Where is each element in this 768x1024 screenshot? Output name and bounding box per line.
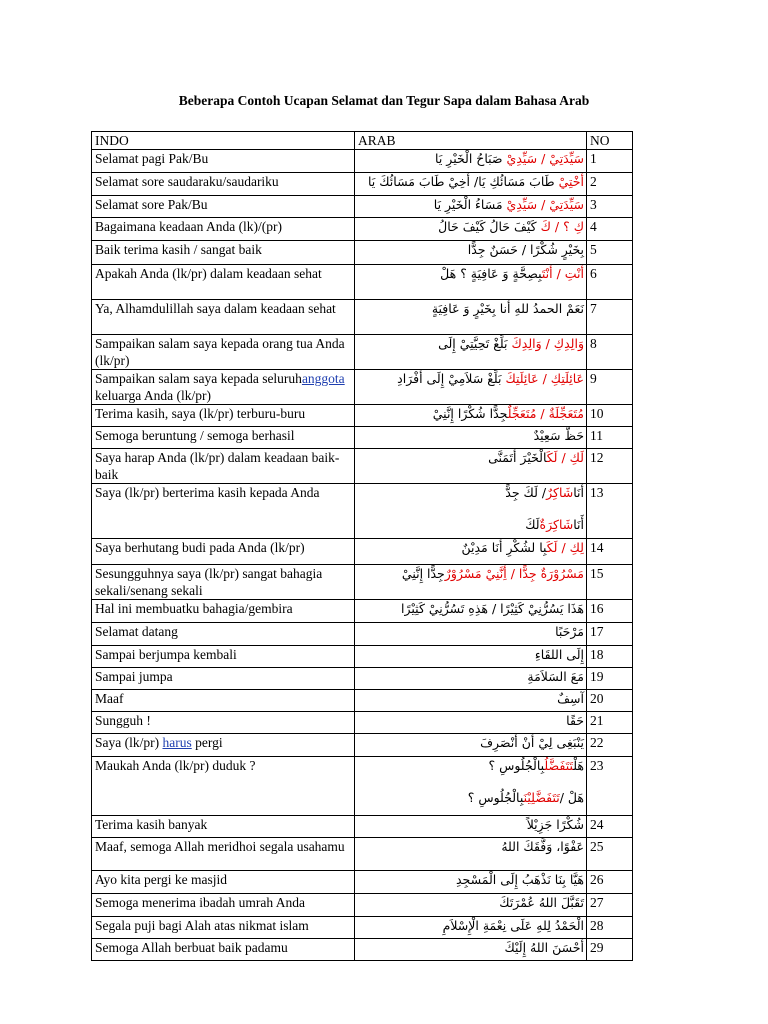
arab-text: نَعَمْ الحمدُ للهِ أنا بِخَيْرٍ وَ عَافِيَةٍ	[431, 301, 584, 316]
header-indo: INDO	[92, 132, 355, 150]
number-cell: 3	[587, 196, 633, 218]
indo-cell	[92, 734, 355, 757]
table-row	[92, 241, 633, 265]
arab-text: جِدًّا شُكْرًا إِنَّنِيْ	[432, 406, 508, 421]
indo-cell: Saya harap Anda (lk/pr) dalam keadaan baik-baik	[92, 449, 355, 484]
number-cell: 14	[587, 539, 633, 565]
arab-text: صَبَاحُ الْخَيْرِ يَا	[435, 151, 507, 166]
arab-text: هَذَا يَسُرُّنِيْ كَثِيْرًا / هَذِهِ تَسُرُّنِيْ كَثِيْرًا	[401, 601, 584, 616]
indo-cell	[92, 370, 355, 405]
table-row	[92, 173, 633, 196]
indo-cell: Bagaimana keadaan Anda (lk)/(pr)	[92, 218, 355, 241]
arab-text: لَكَ	[525, 517, 540, 532]
table-row	[92, 427, 633, 449]
table-row	[92, 370, 633, 405]
table-row	[92, 917, 633, 939]
number-cell: 25	[587, 838, 633, 871]
indo-cell: Sesungguhnya saya (lk/pr) sangat bahagia sekali/senang sekali	[92, 565, 355, 600]
arab-highlight: شَاكِرٌ	[546, 485, 574, 500]
arab-highlight: كِ ؟ / كَ	[540, 219, 584, 234]
page-title: Beberapa Contoh Ucapan Selamat dan Tegur Sapa dalam Bahasa Arab	[178, 93, 590, 108]
indo-cell: Segala puji bagi Alah atas nikmat islam	[92, 917, 355, 939]
arab-cell	[355, 196, 587, 218]
number-cell: 7	[587, 300, 633, 335]
arab-text: يَنْبَغِى لِيْ أَنْ أَنْصَرِفَ	[480, 735, 584, 750]
table-row	[92, 265, 633, 300]
number-cell: 10	[587, 405, 633, 427]
arab-text: أَنَا	[573, 517, 584, 532]
arab-highlight: مَسْرُوْرَةٌ جِدًّا / أِنَّنِيْ مَسْرُوْرٌ	[444, 566, 584, 581]
table-row	[92, 646, 633, 668]
number-cell: 21	[587, 712, 633, 734]
indo-cell: Maaf, semoga Allah meridhoi segala usahamu	[92, 838, 355, 871]
number-cell: 18	[587, 646, 633, 668]
arab-cell	[355, 939, 587, 961]
arab-cell	[355, 241, 587, 265]
arab-cell	[355, 565, 587, 600]
indo-cell: Selamat datang	[92, 623, 355, 646]
arab-text: عَفْوًا، وَفَّقَكَ اللهُ	[501, 839, 584, 854]
number-cell: 22	[587, 734, 633, 757]
indo-cell: Selamat sore Pak/Bu	[92, 196, 355, 218]
indo-cell: Terima kasih banyak	[92, 816, 355, 838]
arab-cell	[355, 712, 587, 734]
table-row	[92, 600, 633, 623]
header-no: NO	[587, 132, 633, 150]
number-cell: 28	[587, 917, 633, 939]
indo-cell: Baik terima kasih / sangat baik	[92, 241, 355, 265]
arab-text: طَابَ مَسَائُكِ يَا/ أَخِيْ طَابَ مَسَائُكَ يَا	[368, 174, 559, 189]
indo-cell: Semoga beruntung / semoga berhasil	[92, 427, 355, 449]
arab-cell	[355, 757, 587, 816]
header-arab: ARAB	[355, 132, 587, 150]
arab-text: آسِفٌ	[557, 691, 584, 706]
number-cell: 12	[587, 449, 633, 484]
arab-cell	[355, 894, 587, 917]
arab-line-2	[358, 501, 584, 533]
table-row	[92, 894, 633, 917]
table-row	[92, 150, 633, 173]
arab-text: بِالْجُلُوسِ ؟	[467, 790, 524, 805]
table-header-row	[92, 132, 633, 150]
arab-cell	[355, 600, 587, 623]
arab-cell	[355, 173, 587, 196]
arab-text: بِالْجُلُوسِ ؟	[488, 758, 545, 773]
arab-cell	[355, 838, 587, 871]
arab-line-1	[358, 757, 584, 774]
arab-highlight: عَائِلَتِكِ / عَائِلَتِكَ	[505, 371, 584, 386]
number-cell: 13	[587, 484, 633, 539]
arab-cell	[355, 265, 587, 300]
arab-cell	[355, 335, 587, 370]
indo-text-start: Sampaikan salam saya kepada seluruh	[95, 371, 302, 386]
arab-text: كَيْفَ حَالُ كَيْفَ حَالُ	[438, 219, 541, 234]
table-row	[92, 196, 633, 218]
table-row	[92, 816, 633, 838]
indo-text-start: Saya (lk/pr)	[95, 735, 163, 750]
arab-text: بِخَيْرٍ شُكْرًا / حَسَنٌ جِدًّا	[467, 242, 584, 257]
table-row	[92, 484, 633, 539]
table-row	[92, 712, 633, 734]
number-cell: 16	[587, 600, 633, 623]
arab-highlight: أُخْتِيْ	[558, 174, 584, 189]
arab-cell	[355, 484, 587, 539]
indo-cell: Sampaikan salam saya kepada orang tua Anda (lk/pr)	[92, 335, 355, 370]
indo-cell: Ya, Alhamdulillah saya dalam keadaan sehat	[92, 300, 355, 335]
arab-cell	[355, 218, 587, 241]
arab-text: بَلِّغْ سَلاَمِيْ إِلَى أَفْرَادِ	[397, 371, 506, 386]
number-cell: 15	[587, 565, 633, 600]
indo-link[interactable]: harus	[162, 735, 192, 750]
arab-text: الْحَمْدُ لِلهِ عَلَى نِعْمَةِ الْإِسْلاَمِ	[442, 918, 584, 933]
greetings-table	[91, 131, 633, 961]
arab-text: أَحْسَنَ اللهُ إِلَيْكَ	[504, 940, 584, 955]
indo-link[interactable]: anggota	[301, 371, 345, 386]
number-cell: 27	[587, 894, 633, 917]
arab-cell	[355, 427, 587, 449]
table-row	[92, 300, 633, 335]
indo-cell: Sampai berjumpa kembali	[92, 646, 355, 668]
arab-text: أَنَا	[573, 485, 584, 500]
number-cell: 1	[587, 150, 633, 173]
arab-text: حَظٌّ سَعِيْدٌ	[533, 428, 584, 443]
arab-text: هَيَّا بِنَا نَذْهَبُ إِلَى الْمَسْجِدِ	[455, 872, 584, 887]
indo-text-end: pergi	[191, 735, 223, 750]
number-cell: 4	[587, 218, 633, 241]
arab-highlight: وَالِدِكِ / وَالِدِكَ	[511, 336, 584, 351]
arab-cell	[355, 734, 587, 757]
table-body	[92, 132, 633, 961]
indo-cell: Saya (lk/pr) berterima kasih kepada Anda	[92, 484, 355, 539]
number-cell: 29	[587, 939, 633, 961]
indo-cell: Selamat sore saudaraku/saudariku	[92, 173, 355, 196]
arab-text: بَلِّغْ تَحِيَّتِيْ إِلَى	[438, 336, 512, 351]
arab-text: مَعَ السَلاَمَةِ	[527, 669, 584, 684]
arab-cell	[355, 668, 587, 690]
arab-cell	[355, 917, 587, 939]
table-row	[92, 838, 633, 871]
arab-text: شُكْرًا جَزِيْلاً	[526, 817, 584, 832]
arab-line-1	[358, 484, 584, 501]
number-cell: 23	[587, 757, 633, 816]
number-cell: 24	[587, 816, 633, 838]
table-row	[92, 623, 633, 646]
table-row	[92, 539, 633, 565]
arab-text: إِلَى اللقَاءِ	[534, 647, 584, 662]
number-cell: 11	[587, 427, 633, 449]
arab-line-2	[358, 774, 584, 806]
number-cell: 19	[587, 668, 633, 690]
table-row	[92, 449, 633, 484]
indo-cell: Ayo kita pergi ke masjid	[92, 871, 355, 894]
arab-text: تَقَبَّلَ اللهُ عُمْرَتَكَ	[499, 895, 584, 910]
table-row	[92, 871, 633, 894]
arab-cell	[355, 539, 587, 565]
arab-highlight: أَنْتِ / أَنْتَ	[541, 266, 584, 281]
indo-cell: Selamat pagi Pak/Bu	[92, 150, 355, 173]
indo-cell: Maaf	[92, 690, 355, 712]
number-cell: 17	[587, 623, 633, 646]
table-row	[92, 939, 633, 961]
arab-cell	[355, 405, 587, 427]
number-cell: 2	[587, 173, 633, 196]
indo-cell: Semoga Allah berbuat baik padamu	[92, 939, 355, 961]
number-cell: 8	[587, 335, 633, 370]
table-row	[92, 565, 633, 600]
table-row	[92, 405, 633, 427]
arab-highlight: لَكِ / لَكَ	[546, 450, 584, 465]
table-row	[92, 335, 633, 370]
indo-cell: Sungguh !	[92, 712, 355, 734]
arab-cell	[355, 690, 587, 712]
indo-cell: Maukah Anda (lk/pr) duduk ?	[92, 757, 355, 816]
table-row	[92, 668, 633, 690]
arab-text: بِا لشُكْرِ أَنَا مَدِيْنٌ	[461, 540, 547, 555]
arab-cell	[355, 623, 587, 646]
arab-text: هَلْ /	[559, 790, 584, 805]
arab-cell	[355, 300, 587, 335]
arab-text: بِصِحَّةٍ وَ عَافِيَةٍ ؟ هَلْ	[440, 266, 542, 281]
indo-cell: Semoga menerima ibadah umrah Anda	[92, 894, 355, 917]
number-cell: 26	[587, 871, 633, 894]
indo-cell: Hal ini membuatku bahagia/gembira	[92, 600, 355, 623]
number-cell: 5	[587, 241, 633, 265]
number-cell: 6	[587, 265, 633, 300]
arab-cell	[355, 150, 587, 173]
arab-text: الْخَيْرَ أَتَمَنَّى	[488, 450, 547, 465]
indo-text-end: keluarga Anda (lk/pr)	[95, 388, 211, 403]
table-row	[92, 734, 633, 757]
indo-cell: Saya berhutang budi pada Anda (lk/pr)	[92, 539, 355, 565]
arab-text: جِدًّا إِنَّنِيْ	[401, 566, 445, 581]
arab-text: مَسَاءُ الْخَيْرِ يَا	[433, 197, 507, 212]
table-row	[92, 218, 633, 241]
arab-text: هَلْ	[573, 758, 584, 773]
number-cell: 9	[587, 370, 633, 405]
arab-text: مَرْحَبًا	[555, 624, 584, 639]
arab-highlight: تَتَفَضَّلِيْنَ	[523, 790, 560, 805]
indo-cell: Terima kasih, saya (lk/pr) terburu-buru	[92, 405, 355, 427]
arab-highlight: تَتَفَضَّلُ	[544, 758, 574, 773]
indo-cell: Sampai jumpa	[92, 668, 355, 690]
arab-highlight: شَاكِرَةٌ	[539, 517, 574, 532]
arab-cell	[355, 871, 587, 894]
arab-cell	[355, 646, 587, 668]
arab-highlight: سَيِّدَتِيْ / سَيِّدِيْ	[506, 197, 584, 212]
arab-text: حَقًا	[566, 713, 584, 728]
number-cell: 20	[587, 690, 633, 712]
arab-highlight: لِكِ / لَكَ	[546, 540, 584, 555]
arab-text: / لَكَ جِدًّ	[505, 485, 547, 500]
indo-cell: Apakah Anda (lk/pr) dalam keadaan sehat	[92, 265, 355, 300]
arab-cell	[355, 370, 587, 405]
arab-cell	[355, 449, 587, 484]
arab-highlight: مُتَعَجِّلَةٌ / مُتَعَجِّلٌ	[507, 406, 584, 421]
arab-highlight: سَيِّدَتِيْ / سَيِّدِيْ	[506, 151, 584, 166]
table-row	[92, 757, 633, 816]
arab-cell	[355, 816, 587, 838]
table-row	[92, 690, 633, 712]
